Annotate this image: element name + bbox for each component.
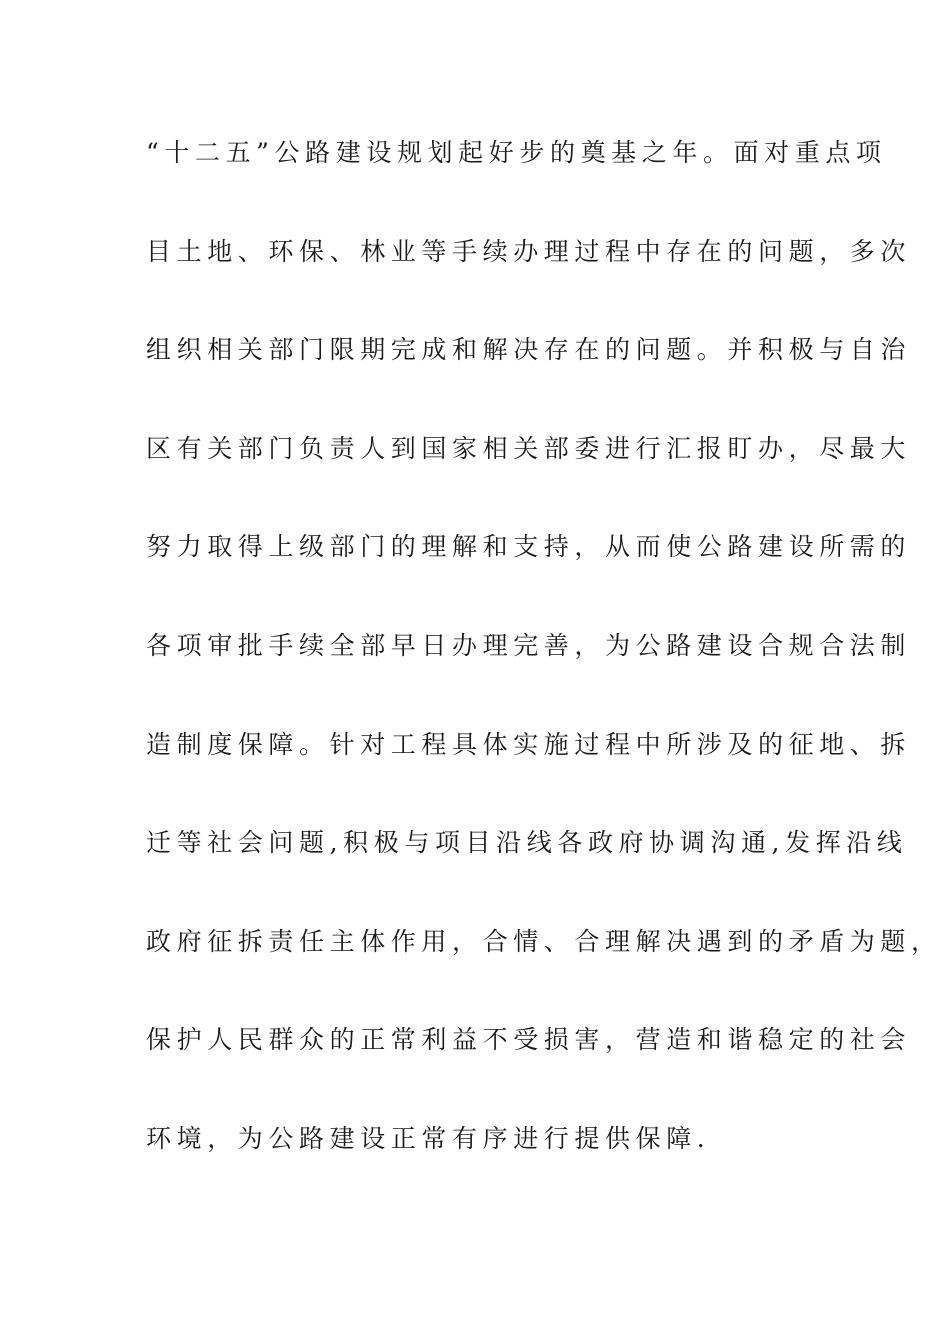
text-line: 政府征拆责任主体作用，合情、合理解决遇到的矛盾为题，: [146, 926, 942, 956]
text-line: 目土地、环保、林业等手续办理过程中存在的问题，多次: [146, 236, 912, 266]
text-line: “十二五”公路建设规划起好步的奠基之年。面对重点项: [146, 138, 887, 167]
text-line: 迁等社会问题,积极与项目沿线各政府协调沟通,发挥沿线: [146, 828, 908, 858]
text-line: 努力取得上级部门的理解和支持，从而使公路建设所需的: [146, 532, 912, 562]
text-line: 造制度保障。针对工程具体实施过程中所涉及的征地、拆: [146, 729, 912, 759]
text-line: 各项审批手续全部早日办理完善，为公路建设合规合法制: [146, 630, 912, 660]
text-line: 组织相关部门限期完成和解决存在的问题。并积极与自治: [146, 335, 912, 365]
text-line: 区有关部门负责人到国家相关部委进行汇报盯办，尽最大: [146, 433, 912, 463]
body-paragraph: [146, 130, 942, 1215]
text-line: 保护人民群众的正常利益不受损害，营造和谐稳定的社会: [146, 1025, 912, 1055]
text-line: 环境，为公路建设正常有序进行提供保障.: [146, 1123, 711, 1153]
